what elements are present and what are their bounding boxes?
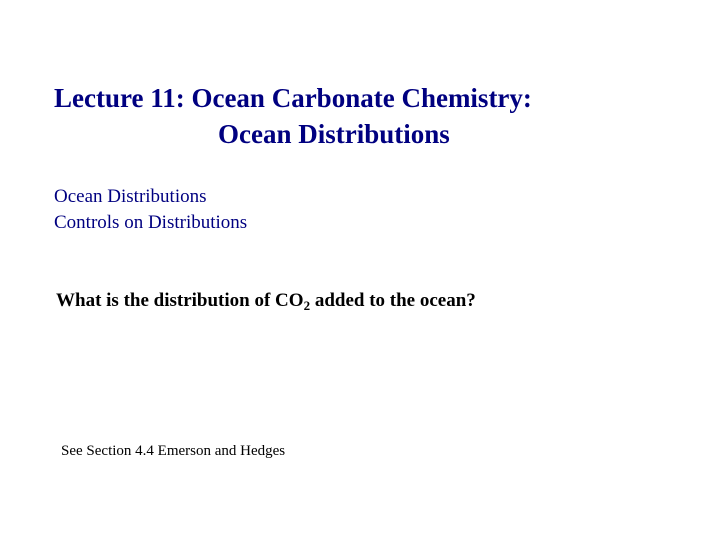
question-subscript: 2 xyxy=(303,298,311,313)
reference-note: See Section 4.4 Emerson and Hedges xyxy=(61,443,286,459)
question-text xyxy=(56,288,476,314)
question-text-after: added to the ocean? xyxy=(310,290,476,311)
question-text-before: What is the distribution of CO xyxy=(56,290,304,311)
topic-item-controls-on-distributions: Controls on Distributions xyxy=(54,212,248,233)
slide-title xyxy=(0,80,690,152)
topic-list xyxy=(54,184,247,236)
title-line-1: Lecture 11: Ocean Carbonate Chemistry: xyxy=(54,83,532,113)
title-line-2: Ocean Distributions xyxy=(218,119,450,149)
topic-item-ocean-distributions: Ocean Distributions xyxy=(54,186,207,207)
